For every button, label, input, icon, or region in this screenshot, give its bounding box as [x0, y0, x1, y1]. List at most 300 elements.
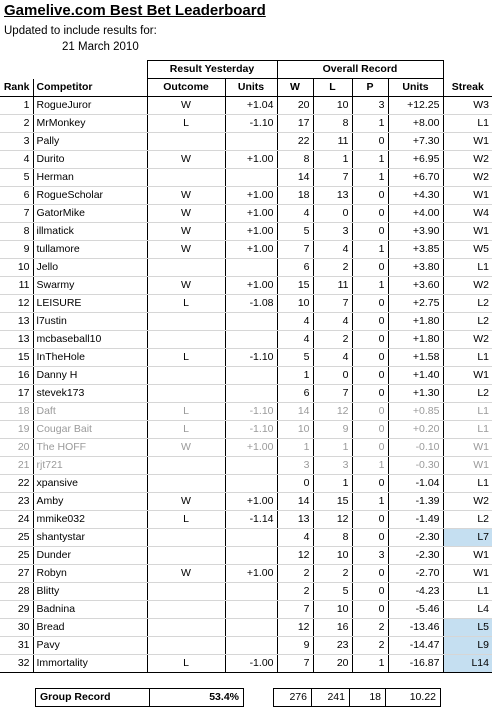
- losses-cell: 1: [313, 475, 352, 493]
- table-row: [0, 403, 492, 421]
- outcome-cell: L: [147, 295, 225, 313]
- yesterday-units-cell: [225, 637, 277, 655]
- competitor-name: Badnina: [33, 601, 147, 619]
- losses-cell: 11: [313, 277, 352, 295]
- losses-cell: 3: [313, 223, 352, 241]
- competitor-name: Pally: [33, 133, 147, 151]
- yesterday-units-cell: +1.00: [225, 241, 277, 259]
- col-streak: Streak: [443, 79, 492, 97]
- yesterday-units-cell: +1.00: [225, 493, 277, 511]
- table-row: [0, 493, 492, 511]
- wins-cell: 14: [277, 169, 313, 187]
- wins-cell: 9: [277, 637, 313, 655]
- overall-units-cell: -1.04: [388, 475, 443, 493]
- yesterday-units-cell: +1.00: [225, 205, 277, 223]
- outcome-cell: L: [147, 511, 225, 529]
- losses-cell: 16: [313, 619, 352, 637]
- losses-cell: 5: [313, 583, 352, 601]
- overall-units-cell: -5.46: [388, 601, 443, 619]
- competitor-name: tullamore: [33, 241, 147, 259]
- losses-cell: 1: [313, 151, 352, 169]
- competitor-name: Herman: [33, 169, 147, 187]
- outcome-cell: [147, 475, 225, 493]
- competitor-name: Amby: [33, 493, 147, 511]
- outcome-cell: [147, 169, 225, 187]
- yesterday-units-cell: [225, 367, 277, 385]
- rank-cell: 6: [0, 187, 33, 205]
- competitor-name: shantystar: [33, 529, 147, 547]
- losses-cell: 4: [313, 241, 352, 259]
- rank-cell: 10: [0, 259, 33, 277]
- pushes-cell: 0: [352, 367, 388, 385]
- outcome-cell: [147, 331, 225, 349]
- competitor-name: Robyn: [33, 565, 147, 583]
- streak-cell: W2: [443, 493, 492, 511]
- overall-units-cell: +0.85: [388, 403, 443, 421]
- wins-cell: 6: [277, 385, 313, 403]
- overall-units-cell: +6.95: [388, 151, 443, 169]
- group-total-units: 10.22: [386, 689, 441, 707]
- table-row: [0, 133, 492, 151]
- table-row: [0, 529, 492, 547]
- column-header-row: [0, 79, 492, 97]
- table-row: [0, 313, 492, 331]
- table-row: [0, 205, 492, 223]
- yesterday-units-cell: [225, 547, 277, 565]
- overall-units-cell: -1.49: [388, 511, 443, 529]
- competitor-name: RogueScholar: [33, 187, 147, 205]
- losses-cell: 12: [313, 511, 352, 529]
- col-competitor: Competitor: [33, 79, 147, 97]
- table-row: [0, 511, 492, 529]
- pushes-cell: 0: [352, 313, 388, 331]
- yesterday-units-cell: +1.00: [225, 223, 277, 241]
- pushes-cell: 1: [352, 169, 388, 187]
- competitor-name: Pavy: [33, 637, 147, 655]
- wins-cell: 7: [277, 655, 313, 673]
- group-record-pct: 53.4%: [150, 689, 244, 707]
- pushes-cell: 0: [352, 223, 388, 241]
- pushes-cell: 2: [352, 637, 388, 655]
- competitor-name: LEISURE: [33, 295, 147, 313]
- col-outcome: Outcome: [147, 79, 225, 97]
- losses-cell: 2: [313, 331, 352, 349]
- yesterday-units-cell: -1.10: [225, 421, 277, 439]
- losses-cell: 20: [313, 655, 352, 673]
- group-overall-record: Overall Record: [277, 61, 443, 79]
- rank-cell: 30: [0, 619, 33, 637]
- leaderboard-table: [0, 60, 492, 673]
- table-row: [0, 457, 492, 475]
- pushes-cell: 0: [352, 349, 388, 367]
- pushes-cell: 2: [352, 619, 388, 637]
- overall-units-cell: -16.87: [388, 655, 443, 673]
- yesterday-units-cell: +1.00: [225, 151, 277, 169]
- pushes-cell: 1: [352, 151, 388, 169]
- table-row: [0, 97, 492, 115]
- wins-cell: 14: [277, 403, 313, 421]
- streak-cell: W1: [443, 547, 492, 565]
- rank-cell: 18: [0, 403, 33, 421]
- streak-cell: W1: [443, 367, 492, 385]
- col-rank: Rank: [0, 79, 33, 97]
- streak-cell: W1: [443, 457, 492, 475]
- table-row: [0, 439, 492, 457]
- streak-cell: L1: [443, 259, 492, 277]
- yesterday-units-cell: -1.10: [225, 115, 277, 133]
- streak-cell: W4: [443, 205, 492, 223]
- overall-units-cell: -14.47: [388, 637, 443, 655]
- overall-units-cell: +2.75: [388, 295, 443, 313]
- overall-units-cell: +3.60: [388, 277, 443, 295]
- competitor-name: l7ustin: [33, 313, 147, 331]
- wins-cell: 6: [277, 259, 313, 277]
- table-row: [0, 655, 492, 673]
- competitor-name: Jello: [33, 259, 147, 277]
- overall-units-cell: +1.40: [388, 367, 443, 385]
- pushes-cell: 1: [352, 277, 388, 295]
- overall-units-cell: +1.30: [388, 385, 443, 403]
- yesterday-units-cell: [225, 313, 277, 331]
- losses-cell: 7: [313, 295, 352, 313]
- pushes-cell: 0: [352, 439, 388, 457]
- outcome-cell: L: [147, 115, 225, 133]
- overall-units-cell: +12.25: [388, 97, 443, 115]
- pushes-cell: 3: [352, 97, 388, 115]
- streak-cell: L14: [443, 655, 492, 673]
- competitor-name: GatorMike: [33, 205, 147, 223]
- outcome-cell: [147, 133, 225, 151]
- wins-cell: 12: [277, 547, 313, 565]
- competitor-name: Dunder: [33, 547, 147, 565]
- col-wins: W: [277, 79, 313, 97]
- col-overall-units: Units: [388, 79, 443, 97]
- rank-cell: 2: [0, 115, 33, 133]
- overall-units-cell: -0.30: [388, 457, 443, 475]
- group-totals-box: [273, 688, 441, 707]
- competitor-name: stevek173: [33, 385, 147, 403]
- streak-cell: W1: [443, 187, 492, 205]
- wins-cell: 15: [277, 277, 313, 295]
- pushes-cell: 0: [352, 475, 388, 493]
- losses-cell: 12: [313, 403, 352, 421]
- outcome-cell: L: [147, 421, 225, 439]
- overall-units-cell: -1.39: [388, 493, 443, 511]
- wins-cell: 17: [277, 115, 313, 133]
- yesterday-units-cell: -1.10: [225, 403, 277, 421]
- streak-cell: W2: [443, 331, 492, 349]
- wins-cell: 1: [277, 439, 313, 457]
- competitor-name: mcbaseball10: [33, 331, 147, 349]
- wins-cell: 2: [277, 583, 313, 601]
- overall-units-cell: +8.00: [388, 115, 443, 133]
- losses-cell: 10: [313, 547, 352, 565]
- pushes-cell: 0: [352, 331, 388, 349]
- page-title: Gamelive.com Best Bet Leaderboard: [4, 2, 266, 19]
- rank-cell: 27: [0, 565, 33, 583]
- rank-cell: 12: [0, 295, 33, 313]
- outcome-cell: W: [147, 205, 225, 223]
- losses-cell: 3: [313, 457, 352, 475]
- rank-cell: 29: [0, 601, 33, 619]
- table-row: [0, 637, 492, 655]
- outcome-cell: [147, 457, 225, 475]
- pushes-cell: 0: [352, 403, 388, 421]
- streak-cell: L1: [443, 583, 492, 601]
- outcome-cell: [147, 313, 225, 331]
- pushes-cell: 0: [352, 133, 388, 151]
- rank-cell: 24: [0, 511, 33, 529]
- streak-cell: W2: [443, 169, 492, 187]
- competitor-name: Daft: [33, 403, 147, 421]
- pushes-cell: 1: [352, 115, 388, 133]
- yesterday-units-cell: [225, 601, 277, 619]
- streak-cell: W3: [443, 97, 492, 115]
- competitor-name: mmike032: [33, 511, 147, 529]
- table-row: [0, 385, 492, 403]
- updated-date: 21 March 2010: [62, 41, 139, 53]
- rank-cell: 25: [0, 547, 33, 565]
- outcome-cell: [147, 259, 225, 277]
- losses-cell: 7: [313, 385, 352, 403]
- competitor-name: The HOFF: [33, 439, 147, 457]
- outcome-cell: [147, 601, 225, 619]
- group-total-wins: 276: [274, 689, 312, 707]
- wins-cell: 5: [277, 349, 313, 367]
- pushes-cell: 1: [352, 655, 388, 673]
- overall-units-cell: -0.10: [388, 439, 443, 457]
- pushes-cell: 0: [352, 385, 388, 403]
- losses-cell: 10: [313, 97, 352, 115]
- losses-cell: 23: [313, 637, 352, 655]
- table-row: [0, 295, 492, 313]
- pushes-cell: 1: [352, 493, 388, 511]
- rank-cell: 1: [0, 97, 33, 115]
- rank-cell: 7: [0, 205, 33, 223]
- outcome-cell: L: [147, 655, 225, 673]
- losses-cell: 2: [313, 565, 352, 583]
- overall-units-cell: +1.80: [388, 313, 443, 331]
- wins-cell: 2: [277, 565, 313, 583]
- overall-units-cell: +6.70: [388, 169, 443, 187]
- yesterday-units-cell: -1.00: [225, 655, 277, 673]
- outcome-cell: W: [147, 565, 225, 583]
- overall-units-cell: -13.46: [388, 619, 443, 637]
- outcome-cell: W: [147, 187, 225, 205]
- competitor-name: Blitty: [33, 583, 147, 601]
- yesterday-units-cell: +1.00: [225, 439, 277, 457]
- yesterday-units-cell: [225, 475, 277, 493]
- yesterday-units-cell: -1.14: [225, 511, 277, 529]
- overall-units-cell: -2.70: [388, 565, 443, 583]
- overall-units-cell: -2.30: [388, 547, 443, 565]
- competitor-name: xpansive: [33, 475, 147, 493]
- table-row: [0, 475, 492, 493]
- pushes-cell: 0: [352, 205, 388, 223]
- streak-cell: W1: [443, 565, 492, 583]
- outcome-cell: [147, 547, 225, 565]
- competitor-name: InTheHole: [33, 349, 147, 367]
- outcome-cell: [147, 619, 225, 637]
- competitor-name: Immortality: [33, 655, 147, 673]
- streak-cell: L1: [443, 115, 492, 133]
- table-row: [0, 565, 492, 583]
- outcome-cell: W: [147, 97, 225, 115]
- table-row: [0, 421, 492, 439]
- overall-units-cell: +7.30: [388, 133, 443, 151]
- competitor-name: Durito: [33, 151, 147, 169]
- outcome-cell: W: [147, 277, 225, 295]
- outcome-cell: W: [147, 241, 225, 259]
- yesterday-units-cell: [225, 583, 277, 601]
- wins-cell: 4: [277, 313, 313, 331]
- losses-cell: 9: [313, 421, 352, 439]
- wins-cell: 7: [277, 241, 313, 259]
- rank-cell: 23: [0, 493, 33, 511]
- table-row: [0, 583, 492, 601]
- table-row: [0, 259, 492, 277]
- rank-cell: 13: [0, 331, 33, 349]
- wins-cell: 14: [277, 493, 313, 511]
- losses-cell: 8: [313, 115, 352, 133]
- rank-cell: 3: [0, 133, 33, 151]
- wins-cell: 20: [277, 97, 313, 115]
- outcome-cell: W: [147, 493, 225, 511]
- losses-cell: 8: [313, 529, 352, 547]
- rank-cell: 21: [0, 457, 33, 475]
- competitor-name: illmatick: [33, 223, 147, 241]
- pushes-cell: 0: [352, 601, 388, 619]
- yesterday-units-cell: +1.04: [225, 97, 277, 115]
- wins-cell: 12: [277, 619, 313, 637]
- outcome-cell: [147, 583, 225, 601]
- streak-cell: L7: [443, 529, 492, 547]
- yesterday-units-cell: [225, 619, 277, 637]
- wins-cell: 0: [277, 475, 313, 493]
- rank-cell: 16: [0, 367, 33, 385]
- rank-cell: 8: [0, 223, 33, 241]
- yesterday-units-cell: [225, 385, 277, 403]
- losses-cell: 11: [313, 133, 352, 151]
- overall-units-cell: +3.90: [388, 223, 443, 241]
- streak-cell: W5: [443, 241, 492, 259]
- col-yesterday-units: Units: [225, 79, 277, 97]
- rank-cell: 20: [0, 439, 33, 457]
- overall-units-cell: +4.00: [388, 205, 443, 223]
- group-result-yesterday: Result Yesterday: [147, 61, 277, 79]
- streak-cell: L1: [443, 403, 492, 421]
- table-row: [0, 547, 492, 565]
- table-row: [0, 169, 492, 187]
- wins-cell: 1: [277, 367, 313, 385]
- wins-cell: 8: [277, 151, 313, 169]
- streak-cell: L1: [443, 475, 492, 493]
- table-row: [0, 115, 492, 133]
- rank-cell: 17: [0, 385, 33, 403]
- wins-cell: 4: [277, 331, 313, 349]
- yesterday-units-cell: +1.00: [225, 187, 277, 205]
- outcome-cell: [147, 385, 225, 403]
- rank-cell: 25: [0, 529, 33, 547]
- table-row: [0, 349, 492, 367]
- rank-cell: 22: [0, 475, 33, 493]
- streak-cell: W1: [443, 223, 492, 241]
- rank-cell: 28: [0, 583, 33, 601]
- losses-cell: 15: [313, 493, 352, 511]
- group-header-row: [0, 61, 492, 79]
- wins-cell: 4: [277, 529, 313, 547]
- losses-cell: 7: [313, 169, 352, 187]
- losses-cell: 4: [313, 313, 352, 331]
- rank-cell: 32: [0, 655, 33, 673]
- yesterday-units-cell: -1.08: [225, 295, 277, 313]
- rank-cell: 11: [0, 277, 33, 295]
- yesterday-units-cell: [225, 457, 277, 475]
- table-row: [0, 601, 492, 619]
- pushes-cell: 0: [352, 421, 388, 439]
- pushes-cell: 0: [352, 187, 388, 205]
- losses-cell: 2: [313, 259, 352, 277]
- wins-cell: 3: [277, 457, 313, 475]
- rank-cell: 4: [0, 151, 33, 169]
- overall-units-cell: +3.85: [388, 241, 443, 259]
- overall-units-cell: +1.80: [388, 331, 443, 349]
- streak-cell: L9: [443, 637, 492, 655]
- rank-cell: 9: [0, 241, 33, 259]
- outcome-cell: [147, 367, 225, 385]
- wins-cell: 10: [277, 295, 313, 313]
- streak-cell: L2: [443, 511, 492, 529]
- pushes-cell: 0: [352, 511, 388, 529]
- rank-cell: 13: [0, 313, 33, 331]
- yesterday-units-cell: +1.00: [225, 277, 277, 295]
- rank-cell: 15: [0, 349, 33, 367]
- overall-units-cell: +1.58: [388, 349, 443, 367]
- streak-cell: L2: [443, 295, 492, 313]
- overall-units-cell: +4.30: [388, 187, 443, 205]
- yesterday-units-cell: [225, 331, 277, 349]
- outcome-cell: L: [147, 349, 225, 367]
- table-row: [0, 619, 492, 637]
- wins-cell: 13: [277, 511, 313, 529]
- losses-cell: 10: [313, 601, 352, 619]
- yesterday-units-cell: [225, 169, 277, 187]
- rank-cell: 19: [0, 421, 33, 439]
- updated-label: Updated to include results for:: [4, 25, 157, 37]
- pushes-cell: 1: [352, 457, 388, 475]
- col-pushes: P: [352, 79, 388, 97]
- streak-cell: W2: [443, 151, 492, 169]
- overall-units-cell: -4.23: [388, 583, 443, 601]
- streak-cell: L1: [443, 349, 492, 367]
- streak-cell: L5: [443, 619, 492, 637]
- competitor-name: Cougar Bait: [33, 421, 147, 439]
- pushes-cell: 0: [352, 583, 388, 601]
- streak-cell: L4: [443, 601, 492, 619]
- table-row: [0, 223, 492, 241]
- group-total-pushes: 18: [350, 689, 386, 707]
- competitor-name: RogueJuror: [33, 97, 147, 115]
- overall-units-cell: -2.30: [388, 529, 443, 547]
- overall-units-cell: +3.80: [388, 259, 443, 277]
- wins-cell: 22: [277, 133, 313, 151]
- competitor-name: Danny H: [33, 367, 147, 385]
- streak-cell: L2: [443, 313, 492, 331]
- rank-cell: 5: [0, 169, 33, 187]
- group-record-box: [35, 688, 244, 707]
- outcome-cell: W: [147, 439, 225, 457]
- yesterday-units-cell: +1.00: [225, 565, 277, 583]
